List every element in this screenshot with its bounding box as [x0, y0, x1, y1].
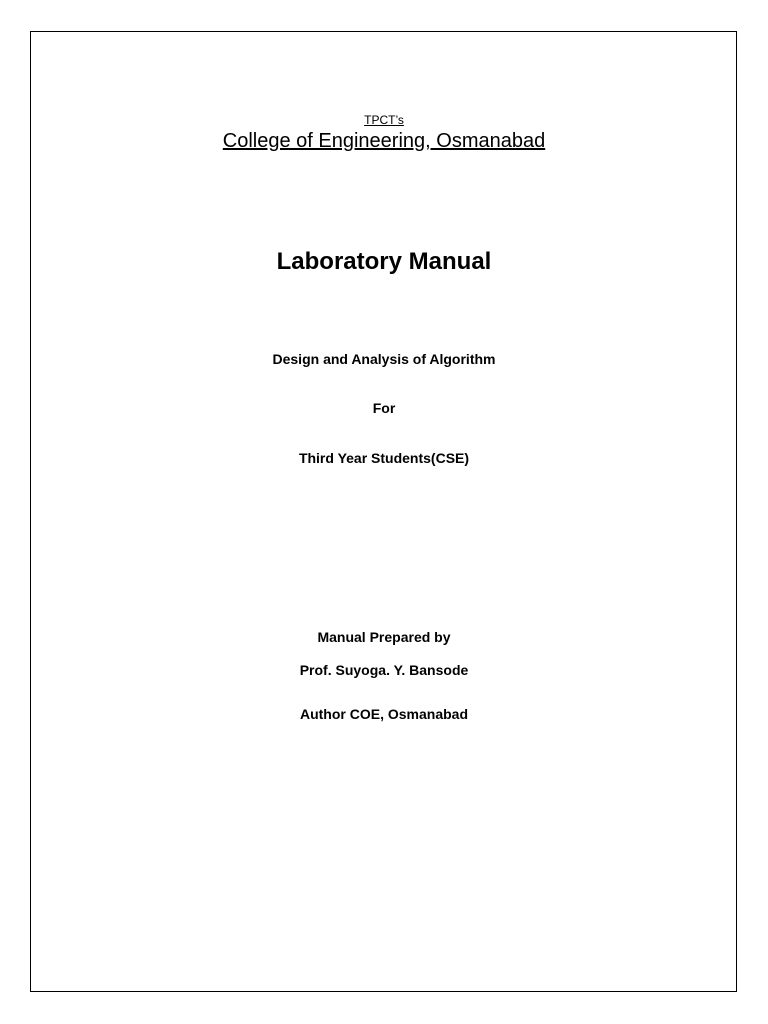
audience-label: Third Year Students(CSE) — [298, 450, 470, 466]
document-title: Laboratory Manual — [276, 248, 492, 275]
subject-name: Design and Analysis of Algorithm — [272, 351, 496, 367]
for-label: For — [372, 400, 396, 416]
prepared-by-label: Manual Prepared by — [317, 629, 451, 645]
page-border — [30, 31, 737, 992]
trust-name: TPCT’s — [364, 113, 404, 127]
author-name: Prof. Suyoga. Y. Bansode — [299, 662, 469, 678]
author-affiliation: Author COE, Osmanabad — [299, 706, 469, 722]
college-name: College of Engineering, Osmanabad — [222, 130, 546, 152]
